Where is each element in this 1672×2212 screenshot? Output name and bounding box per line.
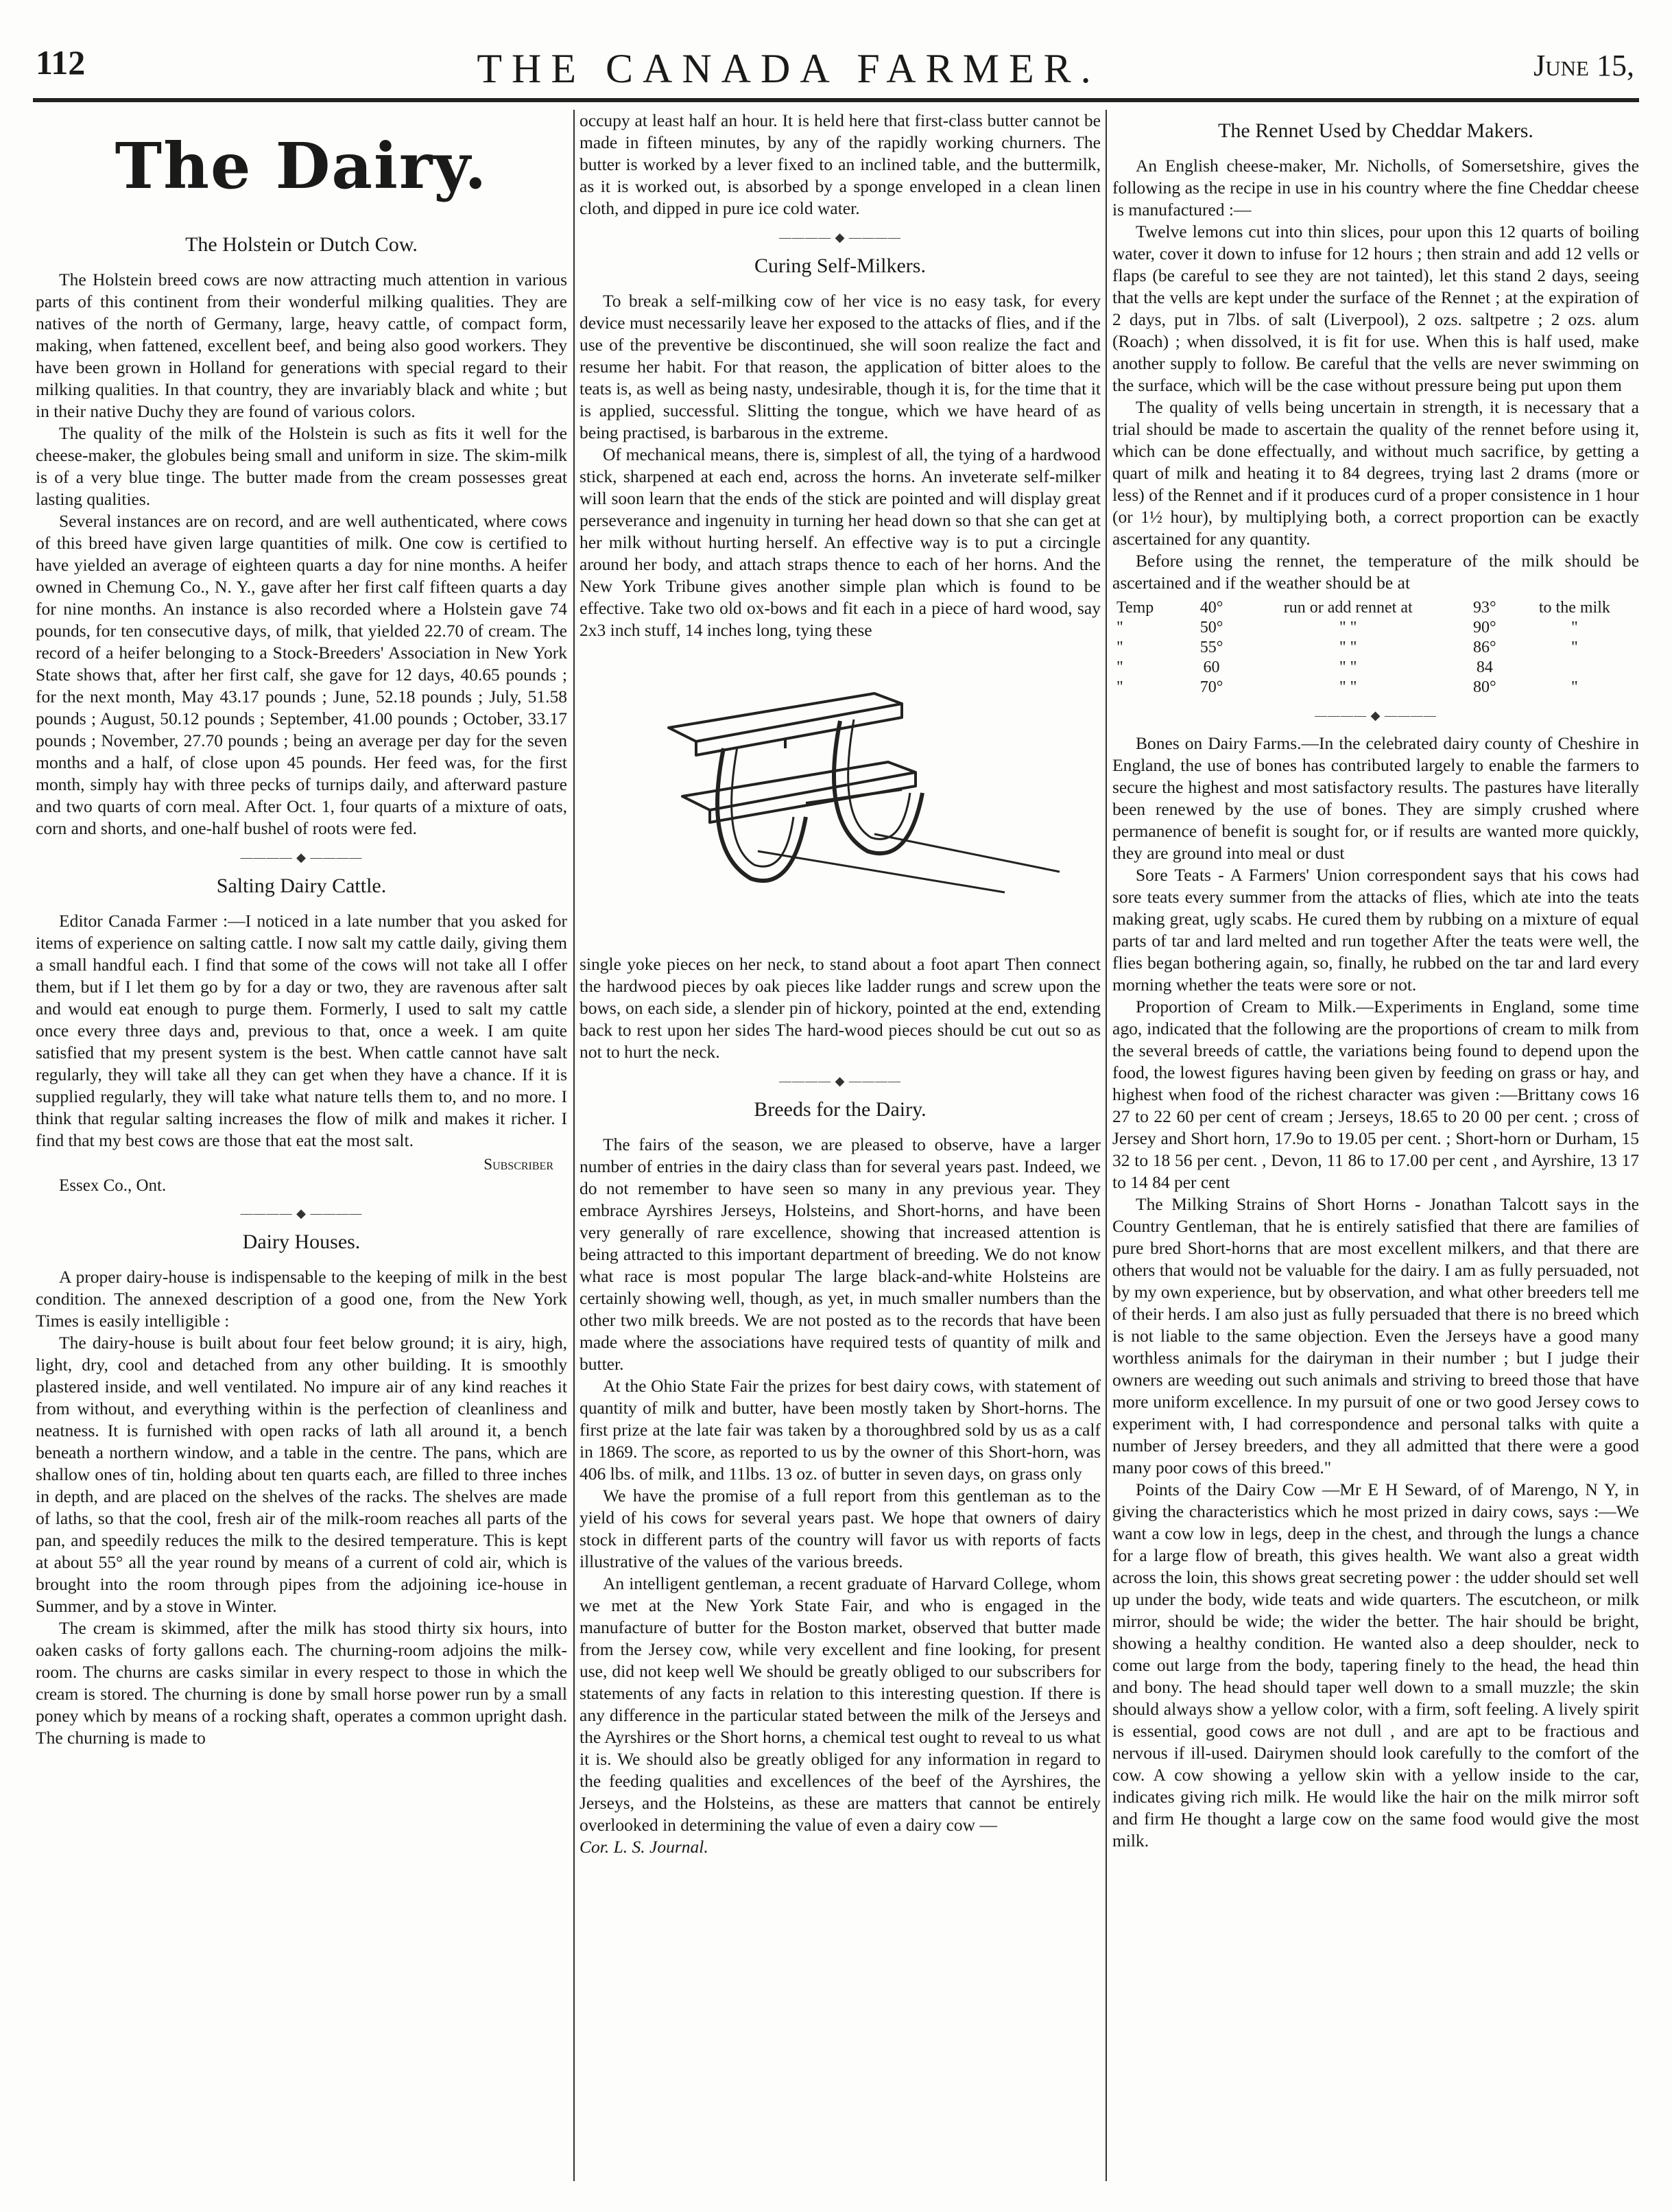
temperature-cell: " [1116, 678, 1123, 696]
temperature-cell: 40° [1199, 599, 1223, 617]
article-title-holstein: The Holstein or Dutch Cow. [185, 233, 418, 256]
temperature-cell: 84 [1476, 658, 1493, 676]
temperature-cell: run or add rennet at [1283, 599, 1413, 617]
temperature-table [1112, 598, 1639, 698]
temperature-cell: 80° [1473, 678, 1496, 696]
temperature-cell: 60 [1203, 658, 1220, 676]
paragraph: Twelve lemons cut into thin slices, pour upon this 12 quarts of boiling water, cover it down to infuse for 12 hours ; then strain and add 12 vells or flaps (be careful to see they are not tainted), let this stand 2 days, seeing that the vells are kept under the surface of the Rennet ; at the expiration of 2 days, put in 7lbs. of salt (Liverpool), 2 ozs. saltpetre ; 2 ozs. alum (Roach) ; when dissolved, it is fit for use. When this is half used, make another supply to follow. Be careful that the vells are never swimming on the surface, which will be the case without pressure being put upon them [1112, 222, 1639, 395]
location: Essex Co., Ont. [59, 1176, 167, 1195]
column-3 [1112, 110, 1639, 2195]
yoke-illustration [580, 645, 1101, 940]
temperature-cell: " [1116, 619, 1123, 637]
paragraph: Proportion of Cream to Milk.—Experiments in England, some time ago, indicated that the following are the proportions of cream to milk from the several breeds of cattle, the variations being found to depend upon the food, the lowest figures having been given by feeding on grass or hay, and highest when food of the richest character was given :—Brittany cows 16 27 to 22 60 per cent of cream ; Jerseys, 18.65 to 20 00 per cent. ; cross of Jersey and Short horn, 17.9o to 19.05 per cent. ; Short-horn or Durham, 15 32 to 18 56 per cent. , Devon, 11 86 to 17.00 per cent , and Ayrshire, 13 17 to 14 84 per cent [1112, 997, 1639, 1192]
article-title-rennet: The Rennet Used by Cheddar Makers. [1218, 119, 1533, 142]
ornament-divider: ———— ◆ ———— [779, 230, 901, 244]
paragraph: The dairy-house is built about four feet below ground; it is airy, high, light, dry, cool and detached from any other building. It is smoothly plastered inside, and well ventilated. No impure air of any kind reaches it from without, and everything within is the perfection of cleanliness and neatness. It is furnished with open racks of lath all around it, a bench beneath a northern window, and a table in the centre. The pans, which are shallow ones of tin, holding about ten quarts each, are filled to three inches in depth, and are placed on the shelves of the racks. The shelves are made of laths, so that the cool, fresh air of the milk-room reaches all parts of the pan, and speedily reduces the milk to the desired temperature. This is kept at about 55° all the year round by means of a current of cold air, which is brought into the room through pipes from the adjoining ice-house in Summer, and by a stove in Winter. [36, 1333, 567, 1616]
temperature-cell: " [1116, 658, 1123, 676]
temperature-cell: 90° [1473, 619, 1496, 637]
temperature-cell: 55° [1199, 639, 1223, 656]
page-number: 112 [36, 43, 86, 82]
ornament-divider: ———— ◆ ———— [1315, 709, 1437, 722]
paragraph: The Milking Strains of Short Horns - Jonathan Talcott says in the Country Gentleman, that he is entirely satisfied that there are families of pure bred Short-horns that are most excellent milkers, and that there are others that would not be valuable for the dairy. I am as fully persuaded, not by my own experience, but by observation, and what other breeders tell me of their herds. I am also just as fully persuaded that there is no breed which is not liable to the same objection. Even the Jerseys have a good many worthless animals for the dairyman in their number ; but I judge their owners are weeding out such animals and striving to breed those that have more uniform excellence. In my pursuit of one or two good Jersey cows to experiment with, I had correspondence and personal talks with quite a number of Jersey breeders, and they all admitted that there were a good many poor cows of this breed." [1112, 1194, 1639, 1477]
paragraph: Before using the rennet, the temperature of the milk should be ascertained and if the weather should be at [1112, 551, 1639, 593]
temperature-cell: " " [1339, 619, 1357, 637]
paragraph: To break a self-milking cow of her vice is no easy task, for every device must necessarily leave her exposed to the attacks of flies, and if the use of the preventive be discontinued, she will soon realize the fact and resume her habit. For that reason, the application of bitter aloes to the teats is, as well as being nasty, undesirable, though it is, for the time that it is applied, successful. Slitting the tongue, which we have heard of as being practised, is barbarous in the extreme. [580, 291, 1101, 442]
temperature-cell: 70° [1199, 678, 1223, 696]
page-header [0, 0, 1672, 103]
paragraph: single yoke pieces on her neck, to stand about a foot apart Then connect the hardwood pieces by oak pieces like ladder rungs and screw upon the bows, on each side, a slender pin of hickory, pointed at the end, extending back to rest upon her sides The hard-wood pieces should be cut out so as not to hurt the neck. [580, 954, 1101, 1062]
temperature-cell: 86° [1473, 639, 1496, 656]
column-divider [1106, 110, 1107, 2181]
temperature-cell: " [1116, 639, 1123, 656]
temperature-row [1112, 638, 1639, 658]
temperature-cell: " [1571, 619, 1578, 637]
paragraph: Several instances are on record, and are well authenticated, where cows of this breed have given large quantities of milk. One cow is certified to have yielded an average of eighteen quarts a day for nine months. A heifer owned in Chemung Co., N. Y., gave after her first calf fifteen quarts a day for nine months. An instance is also recorded where a Holstein gave 74 pounds, for ten consecutive days, of milk, that yielded 22.70 of cream. The record of a heifer belonging to a Stock-Breeders' Association in New York State shows that, after her first calf, she gave for 12 days, 40.65 pounds ; for the next month, May 43.17 pounds ; June, 52.18 pounds ; July, 51.58 pounds ; August, 50.12 pounds ; September, 41.00 pounds ; October, 33.17 pounds ; November, 27.70 pounds ; being an average per day for the seven months and a half, of close upon 45 pounds. Her feed was, for the first month, simply hay with three pecks of turnips daily, and afterward pasture and two quarts of corn meal. After Oct. 1, four quarts of a mixture of oats, corn and shorts, and one-half bushel of roots were fed. [36, 511, 567, 838]
paragraph: Sore Teats - A Farmers' Union correspondent says that his cows had sore teats every summer from the attacks of flies, which ate into the teats making great, ugly scabs. He cured them by rubbing on a mixture of equal parts of tar and lard melted and run together After the teats were well, the flies began bothering again, so, finally, he rubbed on the tar and lard every morning whether the teats were sore or not. [1112, 865, 1639, 995]
ornament-divider: ———— ◆ ———— [240, 1206, 363, 1220]
temperature-cell: to the milk [1538, 599, 1610, 617]
paragraph: An English cheese-maker, Mr. Nicholls, of Somersetshire, gives the following as the recipe in use in his country where the fine Cheddar cheese is manufactured :— [1112, 156, 1639, 219]
temperature-cell: 93° [1473, 599, 1496, 617]
article-title-houses: Dairy Houses. [242, 1230, 361, 1253]
paragraph: The cream is skimmed, after the milk has stood thirty six hours, into oaken casks of forty gallons each. The churning-room adjoins the milk-room. The churns are casks similar in every respect to those in which the cream is stored. The churning is done by small horse power run by a small poney which by means of a rocking shaft, operates a common upright dash. The churning is made to [36, 1618, 567, 1748]
temperature-cell: " [1571, 639, 1578, 656]
header-rule [33, 98, 1639, 102]
temperature-row [1112, 618, 1639, 638]
article-title-salting: Salting Dairy Cattle. [216, 875, 387, 897]
temperature-cell: " " [1339, 639, 1357, 656]
publication-title: THE CANADA FARMER. [477, 46, 1101, 91]
paragraph: At the Ohio State Fair the prizes for best dairy cows, with statement of quantity of milk and butter, have been mostly taken by Short-horns. The first prize at the late fair was taken by a thoroughbred sold by us as a calf in 1869. The score, as reported to us by the owner of this Short-horn, was 406 lbs. of milk, and 11lbs. 13 oz. of butter in seven days, on grass only [580, 1376, 1101, 1484]
paragraph: Editor Canada Farmer :—I noticed in a late number that you asked for items of experience on salting cattle. I now salt my cattle daily, giving them a small handful each. I find that some of the cows will not take all I offer them, but if I let them go by for a day or two, they are ravenous after salt and would eat enough to purge them. Formerly, I used to salt my cattle once every three days and, previous to that, once a week. I am quite satisfied that my present system is the best. When cattle cannot have salt regularly, they will take all they can get when they have a chance. If it is supplied regularly, they will take what nature tells them to, and no more. I think that regular salting increases the flow of milk and makes it richer. I find that my best cows are those that eat the most salt. [36, 911, 567, 1150]
signature: Subscriber [483, 1156, 553, 1173]
temperature-cell: " " [1339, 658, 1357, 676]
issue-date: June 15, [1533, 49, 1634, 82]
temperature-cell [1510, 658, 1639, 678]
column-1 [36, 110, 567, 2195]
paragraph: A proper dairy-house is indispensable to the keeping of milk in the best condition. The annexed description of a good one, from the New York Times is easily intelligible : [36, 1267, 567, 1331]
temperature-cell: " [1571, 678, 1578, 696]
column-divider [573, 110, 575, 2181]
paragraph: occupy at least half an hour. It is held here that first-class butter cannot be made in fifteen minutes, by any of the rapidly working churners. The butter is worked by a lever fixed to an inclined table, and the buttermilk, as it is worked out, is absorbed by a sponge enveloped in a clean linen cloth, and dipped in pure ice cold water. [580, 110, 1101, 218]
paragraph: The Holstein breed cows are now attracting much attention in various parts of this continent from their wonderful milking qualities. They are natives of the north of Germany, large, heavy cattle, of compact form, making, when fattened, excellent beef, and being also good workers. They have been grown in Holland for generations with special regard to their milking qualities. In that country, they are invariably black and white ; but in their native Duchy they are found of various colors. [36, 270, 567, 421]
paragraph: The fairs of the season, we are pleased to observe, have a larger number of entries in the dairy class than for several years past. Indeed, we do not remember to have seen so many in any previous year. They embrace Ayrshires Jerseys, Holsteins, and Short-horns, and have been very generally of rare excellence, showing that increased attention is being attracted to this important department of breeding. We do not know what race is most popular The large black-and-white Holsteins are certainly showing well, though, as yet, in much smaller numbers than the other two milk breeds. We are not posted as to the records that have been made where the associations have required tests of quantity of milk and butter. [580, 1134, 1101, 1374]
temperature-row [1112, 678, 1639, 698]
column-2 [580, 110, 1101, 2195]
paragraph: An intelligent gentleman, a recent graduate of Harvard College, whom we met at the New York State Fair, and who is engaged in the manufacture of butter for the Boston market, observed that butter made from the Jersey cow, while very excellent and fine looking, for present use, did not keep well We should be greatly obliged to our subscribers for statements of any facts in relation to this interesting question. If there is any difference in the particular stated between the milk of the Jerseys and the Ayrshires or the Short horns, a chemical test ought to reveal to us what it is. We should also be greatly obliged for any information in regard to the feeding qualities and excellences of the beef of the Ayrshires, the Jerseys, and the Holsteins, as these are matters that cannot be entirely overlooked in determining the value of even a dairy cow — [580, 1573, 1101, 1835]
temperature-row [1112, 658, 1639, 678]
paragraph: Bones on Dairy Farms.—In the celebrated dairy county of Cheshire in England, the use of bones has contributed largely to enable the farmers to secure the highest and most satisfactory results. The pastures have literally been renewed by the use of bones. They are simply crushed where permanence of benefit is sought for, or if results are wanted more quickly, they are ground into meal or dust [1112, 733, 1639, 863]
paragraph: Points of the Dairy Cow —Mr E H Seward, of of Marengo, N Y, in giving the characteristics which he most prized in dairy cows, says :—We want a cow low in legs, deep in the chest, and through the lungs a chance for a large flow of breath, this gives health. We want also a great width across the loin, this shows great secreting power : the udder should set well up under the body, wide teats and wide quarters. The escutcheon, or milk mirror, should be wide; the wider the better. The hair should be bright, showing a healthy condition. He wanted also a deep shoulder, neck to come out large from the body, tapering finely to the head, the head thin and bony. The head should taper well down to a small muzzle; the skin should always show a yellow color, with a firm, soft feeling. A lively spirit is essential, good cows are not dull , and are apt to be fractious and nervous if ill-used. Dairymen should look carefully to the comfort of the cow. A cow showing a yellow skin with a yellow inside to the car, indicates giving rich milk. He would like the hair on the milk mirror soft and firm He thought a large cow on the same food would give the most milk. [1112, 1479, 1639, 1851]
temperature-row [1112, 598, 1639, 618]
temperature-cell: 50° [1199, 619, 1223, 637]
paragraph: Of mechanical means, there is, simplest of all, the tying of a hardwood stick, sharpened at each end, across the horns. An inveterate self-milker will soon learn that the ends of the stick are pointed and will display great perseverance and ingenuity in turning her head down so that she can get at her milk without hurting herself. An effective way is to put a circingle around her body, and attach straps thence to each of her horns. And the New York Tribune gives another simple plan which is found to be effective. Take two old ox-bows and fit each in a piece of hard wood, say 2x3 inch stuff, 14 inches long, tying these [580, 444, 1101, 640]
paragraph: The quality of the milk of the Holstein is such as fits it well for the cheese-maker, the globules being small and uniform in size. The skim-milk is of a very blue tinge. The butter made from the cream possesses great lasting qualities. [36, 423, 567, 509]
section-title: The Dairy. [115, 129, 488, 203]
paragraph: The quality of vells being uncertain in strength, it is necessary that a trial should be made to ascertain the quality of the rennet before using it, which can be done effectually, and without much sacrifice, by getting a quart of milk and heating it to 84 degrees, trying last 2 drams (more or less) of the Rennet and if it produces curd of a proper consistence in 1 hour (or 1½ hour), by multiplying both, a correct proportion can be exactly ascertained for any quantity. [1112, 397, 1639, 549]
paragraph: We have the promise of a full report from this gentleman as to the yield of his cows for several years past. We hope that owners of dairy stock in different parts of the country will favor us with reports of facts illustrative of the values of the various breeds. [580, 1486, 1101, 1571]
ornament-divider: ———— ◆ ———— [240, 851, 363, 864]
ornament-divider: ———— ◆ ———— [779, 1074, 901, 1088]
article-title-curing: Curing Self-Milkers. [754, 254, 926, 277]
temperature-cell: Temp [1116, 599, 1154, 617]
temperature-cell: " " [1339, 678, 1357, 696]
article-title-breeds: Breeds for the Dairy. [754, 1098, 927, 1121]
source-credit: Cor. L. S. Journal. [580, 1837, 708, 1857]
